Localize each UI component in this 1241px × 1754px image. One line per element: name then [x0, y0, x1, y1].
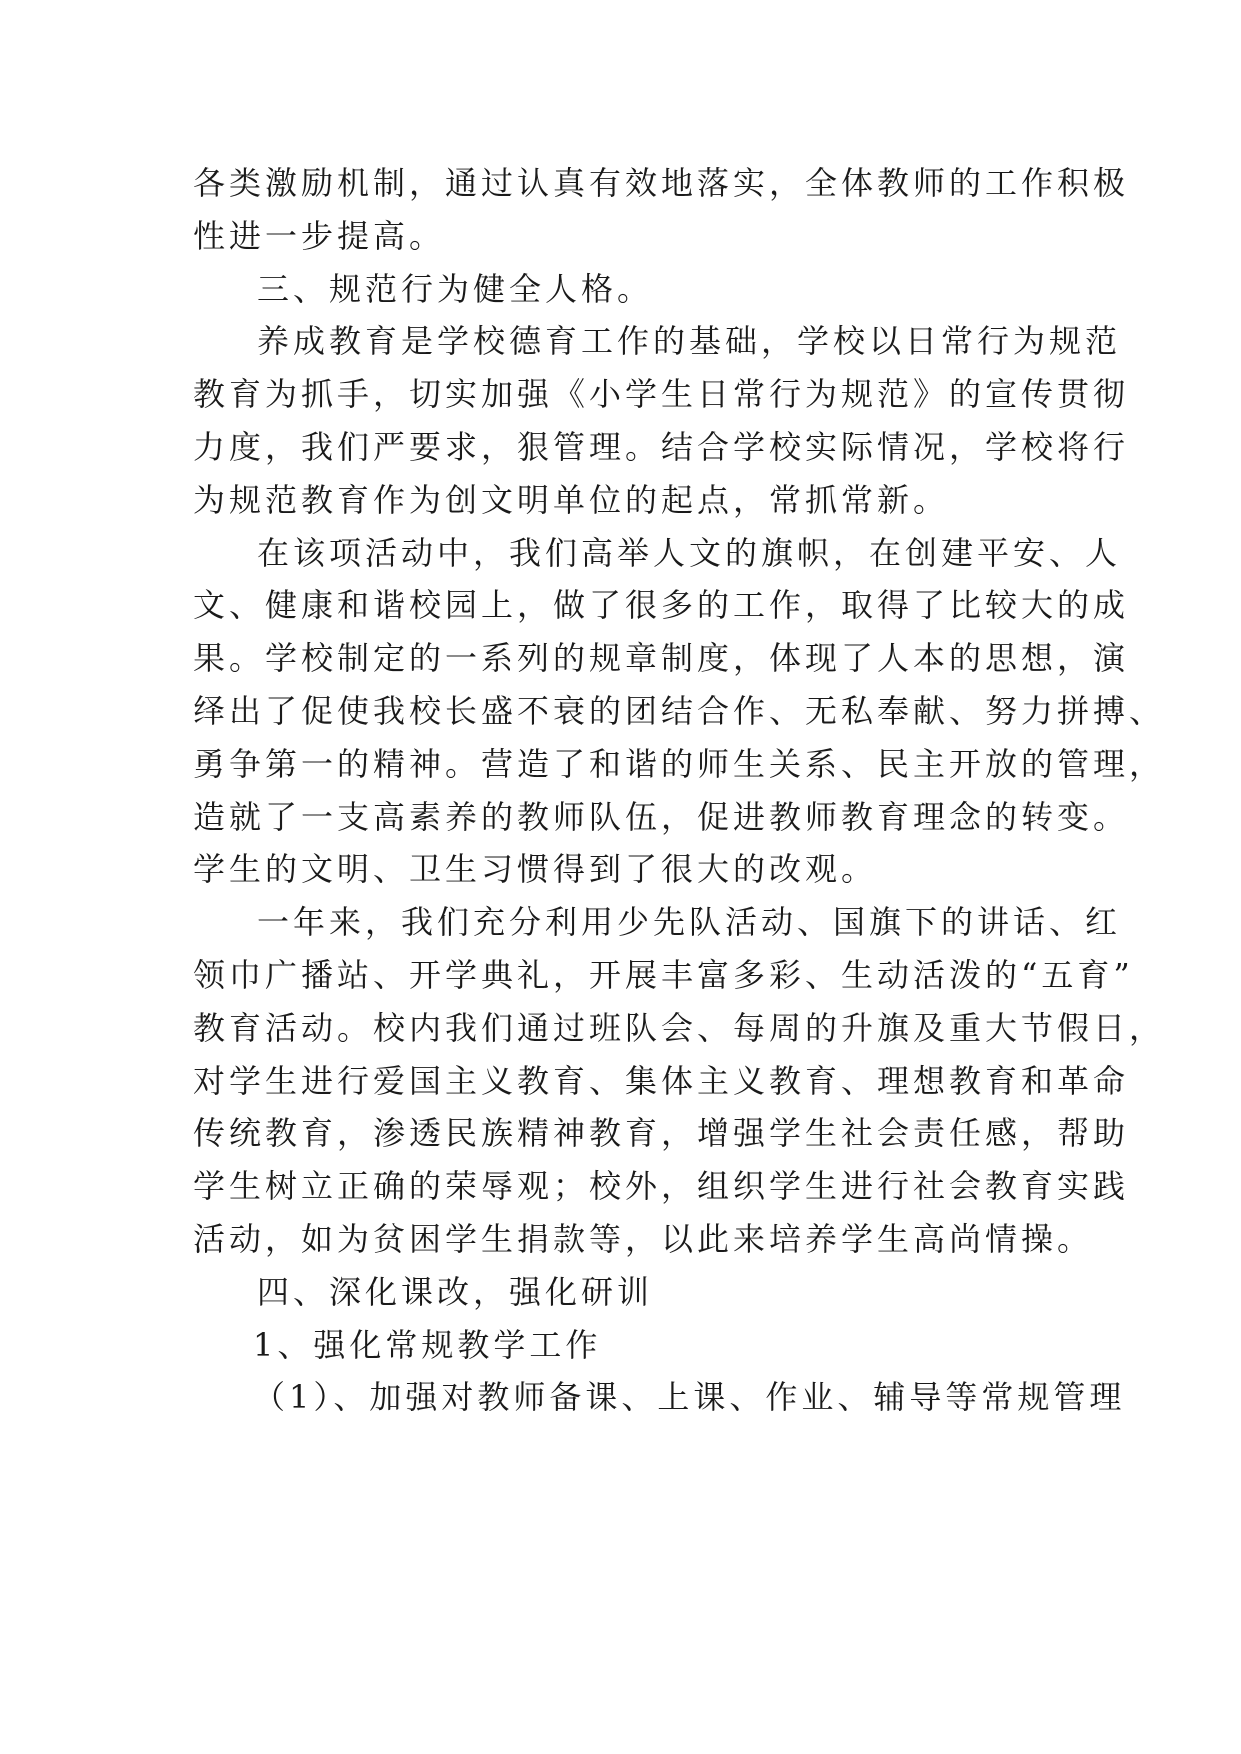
section-heading: 三、规范行为健全人格。	[257, 269, 654, 308]
paragraph-start: 养成教育是学校德育工作的基础，学校以日常行为规范	[257, 322, 1122, 361]
paragraph-start: 在该项活动中，我们高举人文的旗帜，在创建平安、人	[257, 533, 1122, 572]
text-line: 学生的文明、卫生习惯得到了很大的改观。	[193, 850, 878, 889]
text-line: 对学生进行爱国主义教育、集体主义教育、理想教育和革命	[193, 1061, 1130, 1100]
text-line: 勇争第一的精神。营造了和谐的师生关系、民主开放的管理，	[193, 744, 1166, 783]
list-item: （1）、加强对教师备课、上课、作业、辅导等常规管理	[253, 1378, 1126, 1417]
text-line: 各类激励机制，通过认真有效地落实，全体教师的工作积极	[193, 164, 1130, 202]
text-line: 教育为抓手，切实加强《小学生日常行为规范》的宣传贯彻	[193, 375, 1130, 414]
paragraph-start: 一年来，我们充分利用少先队活动、国旗下的讲话、红	[257, 903, 1122, 942]
section-heading: 四、深化课改，强化研训	[257, 1272, 654, 1311]
text-line: 性进一步提高。	[193, 216, 446, 255]
text-line: 活动，如为贫困学生捐款等，以此来培养学生高尚情操。	[193, 1219, 1094, 1258]
text-line: 绎出了促使我校长盛不衰的团结合作、无私奉献、努力拼搏、	[193, 691, 1166, 730]
text-line: 教育活动。校内我们通过班队会、每周的升旗及重大节假日，	[193, 1008, 1166, 1047]
text-line: 领巾广播站、开学典礼，开展丰富多彩、生动活泼的“五育”	[193, 955, 1134, 994]
text-line: 学生树立正确的荣辱观；校外，组织学生进行社会教育实践	[193, 1167, 1130, 1206]
text-line: 力度，我们严要求，狠管理。结合学校实际情况，学校将行	[193, 427, 1130, 466]
text-line: 果。学校制定的一系列的规章制度，体现了人本的思想，演	[193, 639, 1130, 678]
text-line: 造就了一支高素养的教师队伍，促进教师教育理念的转变。	[193, 797, 1130, 836]
text-line: 文、健康和谐校园上，做了很多的工作，取得了比较大的成	[193, 586, 1130, 625]
text-line: 为规范教育作为创文明单位的起点，常抓常新。	[193, 480, 950, 519]
document-body	[193, 157, 1166, 1424]
subsection-heading: 1、强化常规教学工作	[253, 1325, 602, 1364]
text-line: 传统教育，渗透民族精神教育，增强学生社会责任感，帮助	[193, 1114, 1130, 1153]
